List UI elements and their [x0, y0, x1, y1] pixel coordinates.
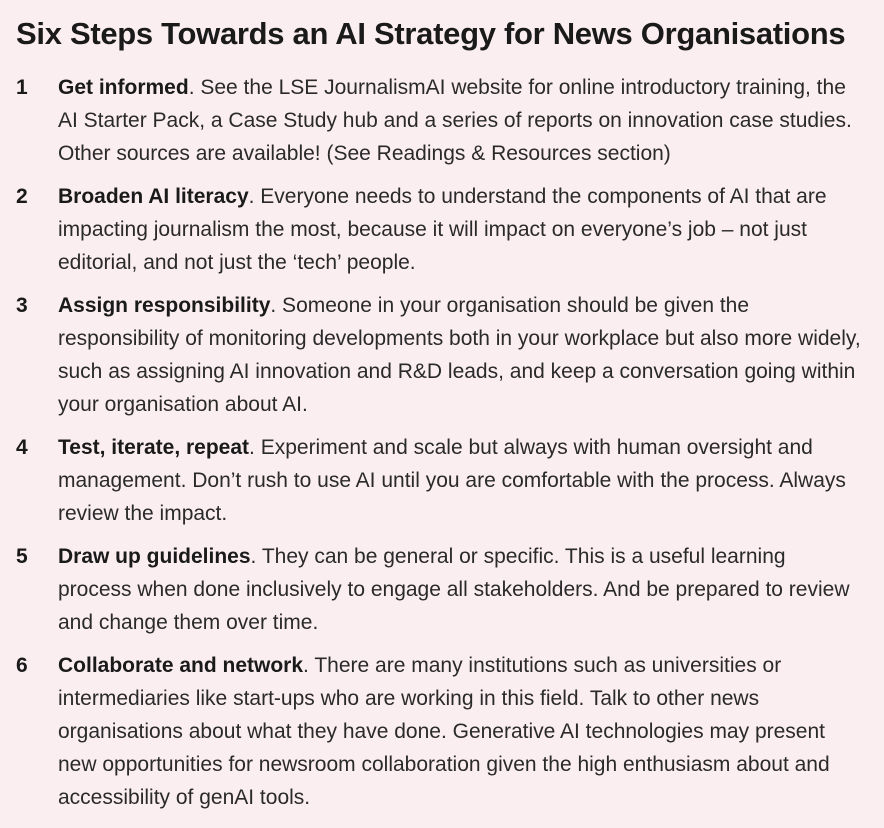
step-number: 4 [16, 436, 28, 459]
step-heading: Assign responsibility [58, 294, 271, 317]
step-body: . Experiment and scale but always with human oversight and management. Don’t rush to use AI until you are comfortable with the process. Always review the impact. [58, 436, 846, 525]
step-heading: Draw up guidelines [58, 545, 251, 568]
step-item-2 [16, 180, 864, 279]
step-text [58, 649, 864, 814]
step-body: . Everyone needs to understand the components of AI that are impacting journalism the most, because it will impact on everyone’s job – not just editorial, and not just the ‘tech’ people. [58, 185, 827, 274]
steps-list [16, 71, 864, 814]
step-text [58, 71, 864, 170]
step-number: 2 [16, 185, 28, 208]
step-heading: Collaborate and network [58, 654, 304, 677]
step-number: 1 [16, 76, 28, 99]
step-text [58, 540, 864, 639]
step-heading: Test, iterate, repeat [58, 436, 250, 459]
page-title: Six Steps Towards an AI Strategy for News Organisations [16, 16, 846, 51]
step-item-3 [16, 289, 864, 421]
step-item-4 [16, 431, 864, 530]
step-heading: Broaden AI literacy [58, 185, 249, 208]
step-item-1 [16, 71, 864, 170]
step-text [58, 431, 864, 530]
step-number: 3 [16, 294, 28, 317]
step-number: 6 [16, 654, 28, 677]
step-heading: Get informed [58, 76, 189, 99]
step-number: 5 [16, 545, 28, 568]
step-text [58, 289, 864, 421]
step-body: . They can be general or specific. This is a useful learning process when done inclusively to engage all stakeholders. And be prepared to review and change them over time. [58, 545, 850, 634]
step-body: . Someone in your organisation should be given the responsibility of monitoring developments both in your workplace but also more widely, such as assigning AI innovation and R&D leads, and keep a conversation going within your organisation about AI. [58, 294, 861, 416]
step-text [58, 180, 864, 279]
step-item-5 [16, 540, 864, 639]
step-body: . There are many institutions such as universities or intermediaries like start-ups who are working in this field. Talk to other news organisations about what they have done. Generative AI technologies may present new opportunities for newsroom collaboration given the high enthusiasm about and accessibility of genAI tools. [58, 654, 830, 809]
step-item-6 [16, 649, 864, 814]
step-body: . See the LSE JournalismAI website for online introductory training, the AI Starter Pack, a Case Study hub and a series of reports on innovation case studies. Other sources are available! (See Readings & Resources section) [58, 76, 852, 165]
